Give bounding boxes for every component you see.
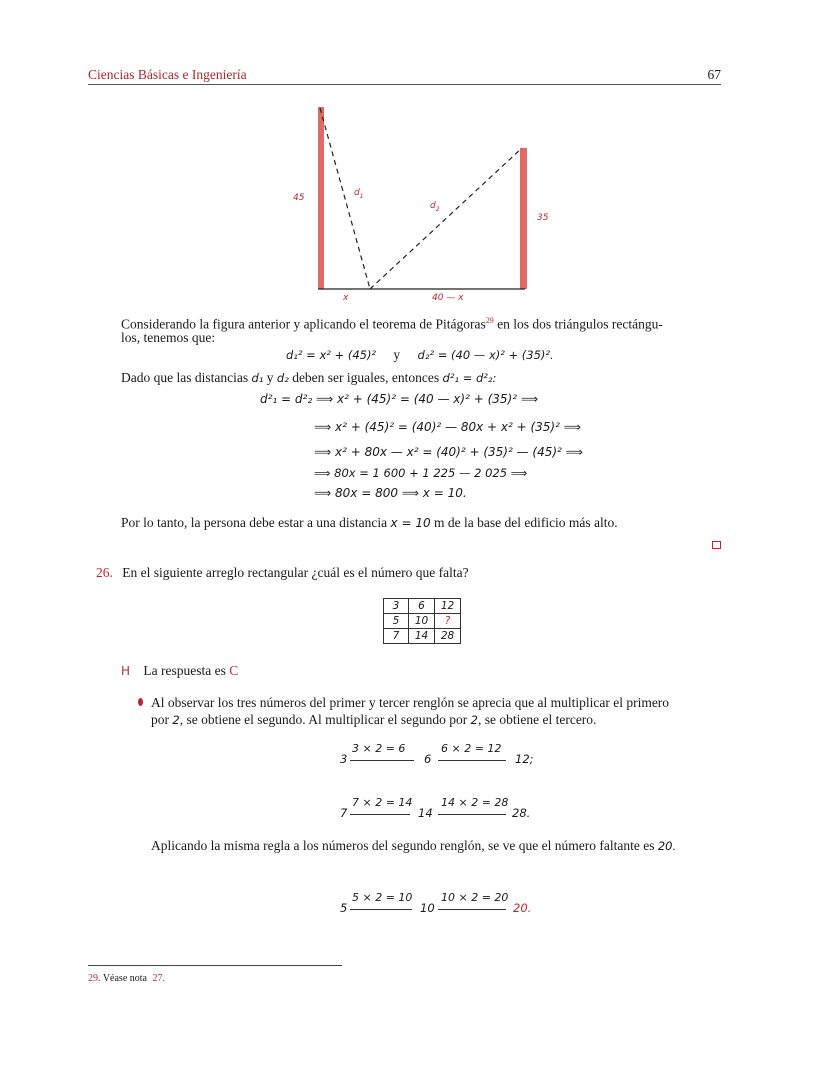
chain-mid: 10 [420, 901, 435, 915]
footnote-29: 29. Véase nota 27. [88, 973, 165, 984]
chain-end: 28. [512, 806, 531, 820]
grid-row [384, 599, 461, 614]
conclusion-line: Por lo tanto, la persona debe estar a una distancia x = 10 m de la base del edificio más alto. [121, 515, 618, 530]
answer-line: H La respuesta es C [121, 663, 239, 678]
height-45-label: 45 [293, 193, 305, 203]
chain-op: 6 × 2 = 12 [441, 742, 502, 755]
chain-mid: 14 [418, 806, 433, 820]
equal-distances-line: Dado que las distancias d₁ y d₂ deben ser iguales, entonces d²₁ = d²₂: [121, 370, 497, 385]
arrow-icon [350, 814, 410, 815]
derivation-line-2: ⟹ x² + (45)² = (40)² — 80x + x² + (35)² ⟹ [314, 420, 581, 434]
d2-line [370, 148, 522, 289]
chain-end: 12; [515, 752, 534, 766]
answer-letter: C [229, 663, 239, 678]
footnote-ref-29[interactable]: 29 [485, 316, 494, 325]
d2-label: $d_2$ [430, 201, 440, 213]
qed-icon [712, 541, 721, 549]
chain-op: 7 × 2 = 14 [352, 796, 413, 809]
problem-26-question: 26. En el siguiente arreglo rectangular ¿cuál es el número que falta? [96, 565, 469, 580]
chain-op: 3 × 2 = 6 [352, 742, 406, 755]
arrow-icon [350, 760, 414, 761]
arrow-icon [438, 909, 506, 910]
chain-op: 14 × 2 = 28 [441, 796, 509, 809]
running-header-title: Ciencias Básicas e Ingeniería [88, 67, 247, 82]
left-building [318, 107, 324, 289]
intro-paragraph-line1: Considerando la figura anterior y aplicando el teorema de Pitágoras$^{29}$ en los dos triángulos rectángu- [121, 316, 663, 332]
grid-row [384, 629, 461, 644]
number-grid [383, 598, 461, 644]
pythagoras-diagram [280, 100, 560, 310]
chain-end-answer: 20. [513, 901, 532, 915]
derivation-line-1: d²₁ = d²₂ ⟹ x² + (45)² = (40 — x)² + (35)² ⟹ [260, 392, 539, 406]
chain-start: 5 [340, 901, 348, 915]
answer-marker-icon: H [121, 664, 131, 678]
grid-cell-missing: ? [435, 614, 461, 629]
chain-start: 3 [340, 752, 348, 766]
page-number: 67 [707, 67, 721, 82]
grid-cell: 3 [384, 599, 409, 614]
chain-op: 5 × 2 = 10 [352, 891, 413, 904]
d1-label: $d_1$ [354, 188, 364, 200]
buildings-figure [280, 100, 560, 310]
header-rule [88, 84, 721, 85]
arrow-icon [350, 909, 412, 910]
explanation-line2: por 2, se obtiene el segundo. Al multiplicar el segundo por 2, se obtiene el tercero. [151, 712, 597, 727]
grid-cell: 28 [435, 629, 461, 644]
grid-cell: 5 [384, 614, 409, 629]
x-label: x [343, 293, 349, 303]
bullet-icon [138, 698, 143, 706]
arrow-icon [438, 760, 506, 761]
derivation-line-4: ⟹ 80x = 1 600 + 1 225 — 2 025 ⟹ [314, 466, 528, 480]
footnote-rule [88, 965, 342, 966]
grid-row [384, 614, 461, 629]
forty-minus-x-label: 40 — x [432, 293, 464, 303]
explanation-line1: Al observar los tres números del primer y tercer renglón se aprecia que al multiplicar el primero [151, 695, 670, 710]
intro-paragraph-line2: los, tenemos que: [121, 330, 216, 345]
footnote-link-27[interactable]: 27. [152, 973, 165, 984]
grid-cell: 7 [384, 629, 409, 644]
grid-cell: 6 [409, 599, 435, 614]
grid-cell: 12 [435, 599, 461, 614]
derivation-line-3: ⟹ x² + 80x — x² = (40)² + (35)² — (45)² ⟹ [314, 445, 583, 459]
chain-op: 10 × 2 = 20 [441, 891, 509, 904]
chain-start: 7 [340, 806, 348, 820]
grid-cell: 14 [409, 629, 435, 644]
derivation-line-5: ⟹ 80x = 800 ⟹ x = 10. [314, 486, 467, 500]
chain-mid: 6 [424, 752, 432, 766]
problem-number: 26. [96, 565, 113, 580]
grid-cell: 10 [409, 614, 435, 629]
right-building [520, 148, 527, 289]
pythagoras-equations: d₁² = x² + (45)² y d₂² = (40 — x)² + (35)². [286, 347, 554, 362]
arrow-icon [438, 814, 506, 815]
rule-line: Aplicando la misma regla a los números del segundo renglón, se ve que el número faltante es 20. [151, 838, 677, 853]
height-35-label: 35 [537, 213, 549, 223]
